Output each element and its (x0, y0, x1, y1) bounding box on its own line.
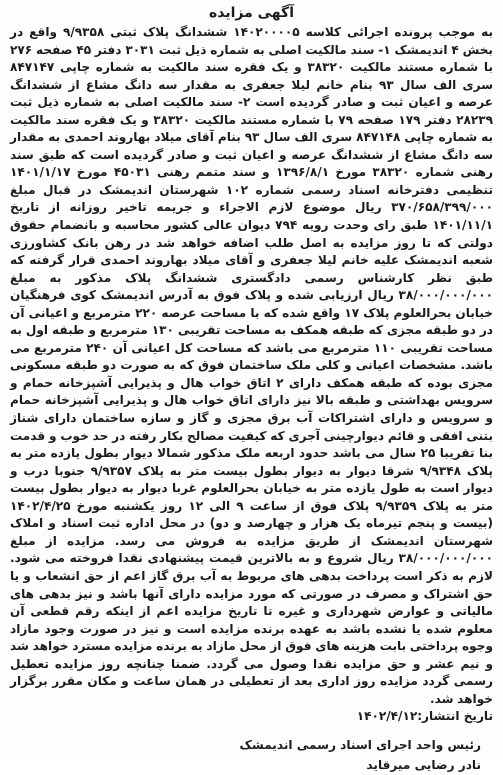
publish-date: تاریخ انتشار:۱۴۰۲/۴/۱۲ (356, 709, 493, 724)
signature-block (10, 735, 493, 775)
signature-name: نادر رضایی میرقاید (366, 757, 481, 772)
notice-title: آگهی مزایده (208, 5, 294, 21)
signature-unit: رئیس واحد اجرای اسناد رسمی اندیمشک (239, 737, 481, 752)
notice-body: به موجب پرونده اجرائی کلاسه ۱۴۰۲۰۰۰۰۵ ششدانگ پلاک ثبتی ۹/۹۳۵۸ واقع در بخش ۴ اندیمشک ۱- سند مالکیت اصلی به شماره ذیل ثبت ۳۰۳۱ دفتر ۴۵ صفحه ۲۷۶ با شماره مستند مالکیت ۳۸۳۲۰ و یک فقره سند مالکیت به شماره چاپی ۸۴۷۱۴۷ سری الف سال ۹۳ بنام خانم لیلا جعفری به مقدار سه دانگ مشاع از ششدانگ عرصه و اعیان ثبت و صادر گردیده است ۲- سند مالکیت اصلی به شماره ذیل ثبت ۲۸۲۳۹ دفتر ۱۷۹ صفحه ۷۹ با شماره مستند مالکیت ۳۸۳۲۰ و یک فقره سند مالکیت به شماره چاپی ۸۴۷۱۴۸ سری الف سال ۹۳ بنام آقای میلاد بهاروند احمدی به مقدار سه دانگ مشاع از ششدانگ عرصه و اعیان ثبت و صادر گردیده است که طبق سند رهنی شماره ۳۸۳۲۰ مورخ ۱۳۹۶/۸/۱ و سند متمم رهنی ۴۵۰۳۱ مورخ ۱۴۰۱/۱/۱۷ تنظیمی دفترخانه اسناد رسمی شماره ۱۰۲ شهرستان اندیمشک در قبال مبلغ ۳۷۰/۶۵۸/۳۹۹/۰۰۰ ریال موضوع لازم الاجراء و جریمه تاخیر روزانه از تاریخ ۱۴۰۱/۱۱/۱ طبق رای وحدت رویه ۷۹۴ دیوان عالی کشور محاسبه و بانضمام حقوق دولتی که تا روز مزایده به اصل طلب اضافه خواهد شد در رهن بانک کشاورزی شعبه اندیمشک علیه خانم لیلا جعفری و آقای میلاد بهاروند احمدی قرار گرفته که طبق نظر کارشناس رسمی دادگستری ششدانگ پلاک مذکور به مبلغ ۳۸/۰۰۰/۰۰۰/۰۰۰ ریال ارزیابی شده و پلاک فوق به آدرس اندیمشک کوی فرهنگیان خیابان بحرالعلوم پلاک ۱۷ واقع شده که با مساحت عرصه ۲۲۰ مترمربع و اعیانی آن در دو طبقه مجزی که طبقه همکف به مساحت تقریبی ۱۳۰ مترمربع و طبقه اول به مساحت تقریبی ۱۱۰ مترمربع می باشد که مساحت کل اعیانی آن ۲۴۰ مترمربع می باشد. مشخصات اعیانی و کلی ملک ساختمان فوق که به صورت دو طبقه مسکونی مجزی بوده که طبقه همکف دارای ۲ اتاق خواب هال و پذیرایی آشپزخانه حمام و سرویس بهداشتی و طبقه بالا نیز دارای اتاق خواب هال و پذیرایی آشپزخانه حمام و سرویس و دارای اشتراکات آب برق مجزی و گاز و سازه ساختمان دارای شناژ بتنی افقی و قائم دیوارچینی آجری که کیفیت مصالح بکار رفته در حد خوب و قدمت بنا تقریبا ۲۵ سال می باشد حدود اربعه ملک مذکور شمالا دیوار بطول یازده متر به پلاک ۹/۹۳۴۸ شرقا دیوار به دیوار بطول بیست متر به پلاک ۹/۹۳۵۷ جنوبا درب و دیوار است به طول یازده متر به خیابان بحرالعلوم غربا دیوار به دیوار بطول بیست متر به پلاک ۹/۹۳۵۹ پلاک فوق از ساعت ۹ الی ۱۲ روز یکشنبه مورخ ۱۴۰۲/۴/۲۵ (بیست و پنجم تیرماه یک هزار و چهارصد و دو) در محل اداره ثبت اسناد و املاک شهرستان اندیمشک از طریق مزایده به فروش می رسد. مزایده از مبلغ ۳۸/۰۰۰/۰۰۰/۰۰۰ ریال شروع و به بالاترین قیمت پیشنهادی نقدا فروخته می شود. لازم به ذکر است پرداخت بدهی های مربوط به آب برق گاز اعم از حق انشعاب و یا حق اشتراک و مصرف در صورتی که مورد مزایده دارای آنها باشد و نیز بدهی های مالیاتی و عوارض شهرداری و غیره تا تاریخ مزایده اعم از اینکه رقم قطعی آن معلوم شده یا نشده باشد به عهده برنده مزایده است و نیز در صورت وجود مازاد وجوه پرداختی بابت هزینه های فوق از محل مازاد به برنده مزایده مسترد خواهد شد و نیم عشر و حق مزایده نقدا وصول می گردد. ضمنا چنانچه روز مزایده تعطیل رسمی گردد مزایده روز اداری بعد از تعطیلی در همان ساعت و مکان مقرر برگزار خواهد شد. (10, 25, 494, 706)
